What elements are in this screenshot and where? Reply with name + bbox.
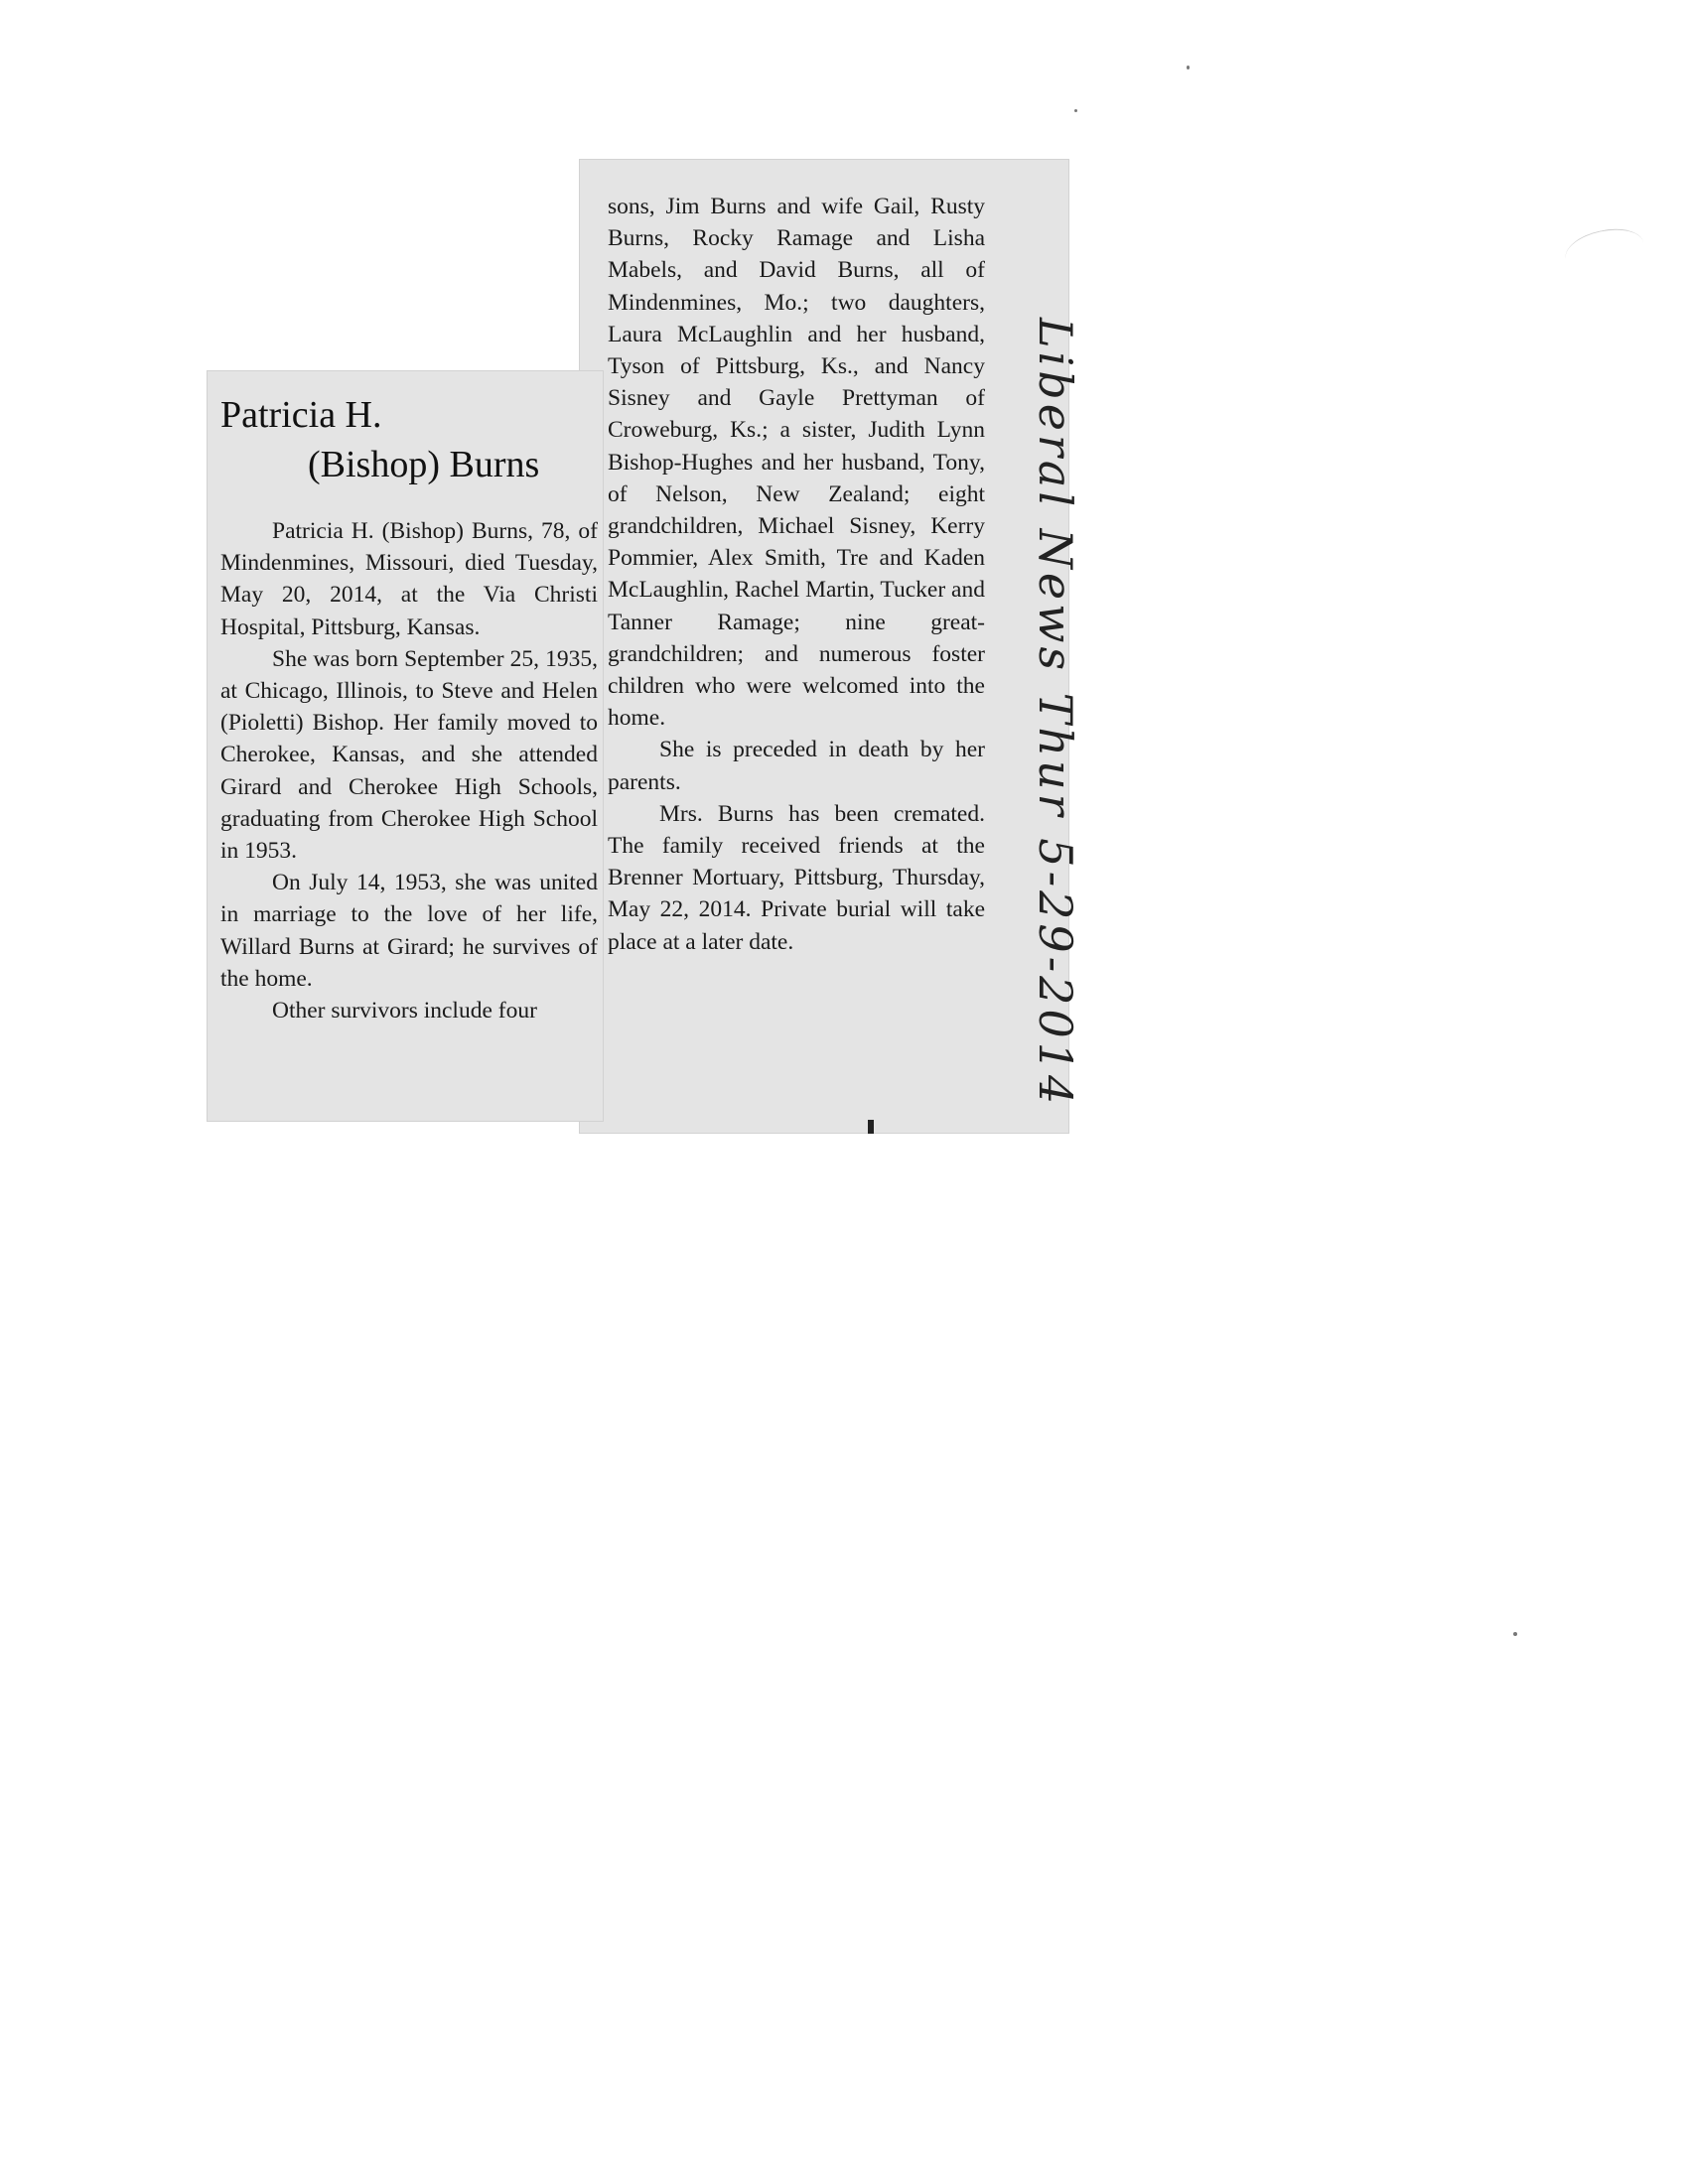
paragraph-death-notice: Patricia H. (Bishop) Burns, 78, of Mindenmines, Missouri, died Tuesday, May 20, 2014, at the Via Christi Hospital, Pittsburg, Kansas. [220, 518, 598, 640]
headline-line-1: Patricia H. [220, 394, 382, 436]
speck [1187, 66, 1190, 69]
paragraph-birth: She was born September 25, 1935, at Chicago, Illinois, to Steve and Helen (Pioletti) Bishop. Her family moved to Cherokee, Kansas, and she attended Girard and Cherokee High Schools, graduating from Cherokee High School in 1953. [220, 645, 598, 865]
paragraph-survivors-start: Other survivors include four [272, 998, 537, 1024]
obituary-left-column [220, 390, 598, 1026]
headline-line-2: (Bishop) Burns [308, 444, 540, 485]
speck [1074, 109, 1077, 112]
paragraph-marriage: On July 14, 1953, she was united in marriage to the love of her life, Willard Burns at Girard; he survives of the home. [220, 870, 598, 992]
ink-mark [868, 1120, 874, 1134]
obituary-headline [220, 390, 598, 489]
scratch-mark [1562, 222, 1648, 279]
paragraph-preceded: She is preceded in death by her parents. [608, 737, 985, 795]
speck [1513, 1632, 1517, 1636]
handwritten-date-note: Liberal News Thur 5-29-2014 [1029, 318, 1082, 1109]
paragraph-survivors: sons, Jim Burns and wife Gail, Rusty Burns, Rocky Ramage and Lisha Mabels, and David Burns, all of Mindenmines, Mo.; two daughters, Laura McLaughlin and her husband, Tyson of Pittsburg, Ks., and Nancy Sisney and Gayle Prettyman of Croweburg, Ks.; a sister, Judith Lynn Bishop-Hughes and her husband, Tony, of Nelson, New Zealand; eight grandchildren, Michael Sisney, Kerry Pommier, Alex Smith, Tre and Kaden McLaughlin, Rachel Martin, Tucker and Tanner Ramage; nine great-grandchildren; and numerous foster children who were welcomed into the home. [608, 194, 985, 732]
paragraph-services: Mrs. Burns has been cremated. The family received friends at the Brenner Mortuary, Pittsburg, Thursday, May 22, 2014. Private burial will take place at a later date. [608, 800, 985, 955]
obituary-right-column [608, 191, 985, 958]
